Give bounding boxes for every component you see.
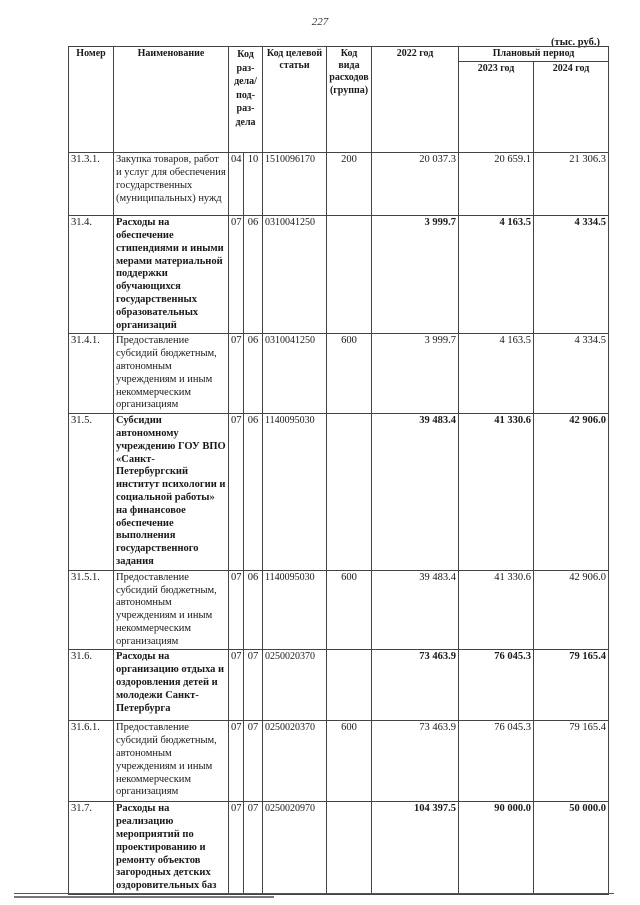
row-number: 31.4.: [69, 216, 114, 334]
row-amount-2022: 20 037.3: [372, 153, 459, 216]
row-amount-2022: 3 999.7: [372, 216, 459, 334]
row-amount-2022: 104 397.5: [372, 802, 459, 895]
row-amount-2023: 41 330.6: [459, 570, 534, 650]
units-label: (тыс. руб.): [551, 37, 600, 48]
row-amount-2023: 76 045.3: [459, 650, 534, 721]
row-section: 04: [229, 153, 244, 216]
row-number: 31.4.1.: [69, 334, 114, 414]
header-expense-code: Код вида расходов (группа): [327, 47, 372, 153]
row-section: 07: [229, 570, 244, 650]
row-amount-2024: 21 306.3: [534, 153, 609, 216]
row-number: 31.7.: [69, 802, 114, 895]
row-amount-2024: 42 906.0: [534, 570, 609, 650]
row-target-code: 1510096170: [263, 153, 327, 216]
table-row: [69, 802, 609, 895]
footer-rule-short: [14, 896, 274, 898]
row-expense-code: 200: [327, 153, 372, 216]
row-amount-2023: 90 000.0: [459, 802, 534, 895]
row-section: 07: [229, 216, 244, 334]
row-expense-code: [327, 414, 372, 571]
row-name: Расходы на обеспечение стипендиями и иными мерами материальной поддержки обучающихся государственных образовательных организаций: [114, 216, 229, 334]
row-amount-2022: 39 483.4: [372, 570, 459, 650]
row-subsection: 10: [244, 153, 263, 216]
row-subsection: 06: [244, 570, 263, 650]
row-amount-2022: 3 999.7: [372, 334, 459, 414]
row-subsection: 06: [244, 216, 263, 334]
row-name: Предоставление субсидий бюджетным, автономным учреждениям и иным некоммерческим организациям: [114, 334, 229, 414]
table-body: [69, 153, 609, 895]
row-subsection: 06: [244, 414, 263, 571]
header-target-code: Код целевой статьи: [263, 47, 327, 153]
table-row: [69, 414, 609, 571]
row-expense-code: 600: [327, 721, 372, 802]
row-name: Предоставление субсидий бюджетным, автономным учреждениям и иным некоммерческим организациям: [114, 721, 229, 802]
row-name: Предоставление субсидий бюджетным, автономным учреждениям и иным некоммерческим организациям: [114, 570, 229, 650]
row-amount-2023: 20 659.1: [459, 153, 534, 216]
row-amount-2022: 39 483.4: [372, 414, 459, 571]
row-amount-2022: 73 463.9: [372, 721, 459, 802]
row-target-code: 0310041250: [263, 216, 327, 334]
row-expense-code: [327, 216, 372, 334]
header-year-2022: 2022 год: [372, 47, 459, 153]
row-amount-2023: 4 163.5: [459, 334, 534, 414]
footer-rule: [14, 893, 614, 894]
row-expense-code: 600: [327, 334, 372, 414]
row-amount-2023: 4 163.5: [459, 216, 534, 334]
header-plan-period: Плановый период: [459, 47, 609, 62]
row-number: 31.5.: [69, 414, 114, 571]
row-section: 07: [229, 721, 244, 802]
row-name: Субсидии автономному учреждению ГОУ ВПО «Санкт-Петербургский институт психологии и социальной работы» на финансовое обеспечение выполнения государственного задания: [114, 414, 229, 571]
row-amount-2024: 4 334.5: [534, 334, 609, 414]
row-name: Расходы на реализацию мероприятий по проектированию и ремонту объектов загородных детских оздоровительных баз: [114, 802, 229, 895]
row-section: 07: [229, 802, 244, 895]
row-expense-code: [327, 802, 372, 895]
row-name: Расходы на организацию отдыха и оздоровления детей и молодежи Санкт-Петербурга: [114, 650, 229, 721]
table-row: [69, 334, 609, 414]
header-section-code: Код раз-дела/ под-раз-дела: [229, 47, 263, 153]
row-subsection: 07: [244, 650, 263, 721]
header-year-2023: 2023 год: [459, 62, 534, 153]
row-target-code: 0250020370: [263, 721, 327, 802]
row-amount-2023: 76 045.3: [459, 721, 534, 802]
table-row: [69, 650, 609, 721]
row-amount-2024: 42 906.0: [534, 414, 609, 571]
row-number: 31.5.1.: [69, 570, 114, 650]
header-name: Наименование: [114, 47, 229, 153]
row-name: Закупка товаров, работ и услуг для обеспечения государственных (муниципальных) нужд: [114, 153, 229, 216]
row-subsection: 07: [244, 721, 263, 802]
row-target-code: 1140095030: [263, 414, 327, 571]
table-row: [69, 570, 609, 650]
header-number: Номер: [69, 47, 114, 153]
row-amount-2024: 79 165.4: [534, 650, 609, 721]
row-target-code: 0250020970: [263, 802, 327, 895]
row-amount-2024: 79 165.4: [534, 721, 609, 802]
row-target-code: 1140095030: [263, 570, 327, 650]
row-number: 31.6.: [69, 650, 114, 721]
row-number: 31.6.1.: [69, 721, 114, 802]
row-section: 07: [229, 414, 244, 571]
row-expense-code: [327, 650, 372, 721]
budget-table: [68, 46, 609, 895]
row-section: 07: [229, 334, 244, 414]
page-number: 227: [311, 16, 329, 28]
row-amount-2024: 4 334.5: [534, 216, 609, 334]
row-section: 07: [229, 650, 244, 721]
row-target-code: 0310041250: [263, 334, 327, 414]
row-target-code: 0250020370: [263, 650, 327, 721]
row-number: 31.3.1.: [69, 153, 114, 216]
table-row: [69, 153, 609, 216]
row-subsection: 07: [244, 802, 263, 895]
row-amount-2022: 73 463.9: [372, 650, 459, 721]
row-subsection: 06: [244, 334, 263, 414]
header-row: [69, 47, 609, 62]
header-year-2024: 2024 год: [534, 62, 609, 153]
row-amount-2024: 50 000.0: [534, 802, 609, 895]
table-row: [69, 721, 609, 802]
row-amount-2023: 41 330.6: [459, 414, 534, 571]
table-row: [69, 216, 609, 334]
row-expense-code: 600: [327, 570, 372, 650]
